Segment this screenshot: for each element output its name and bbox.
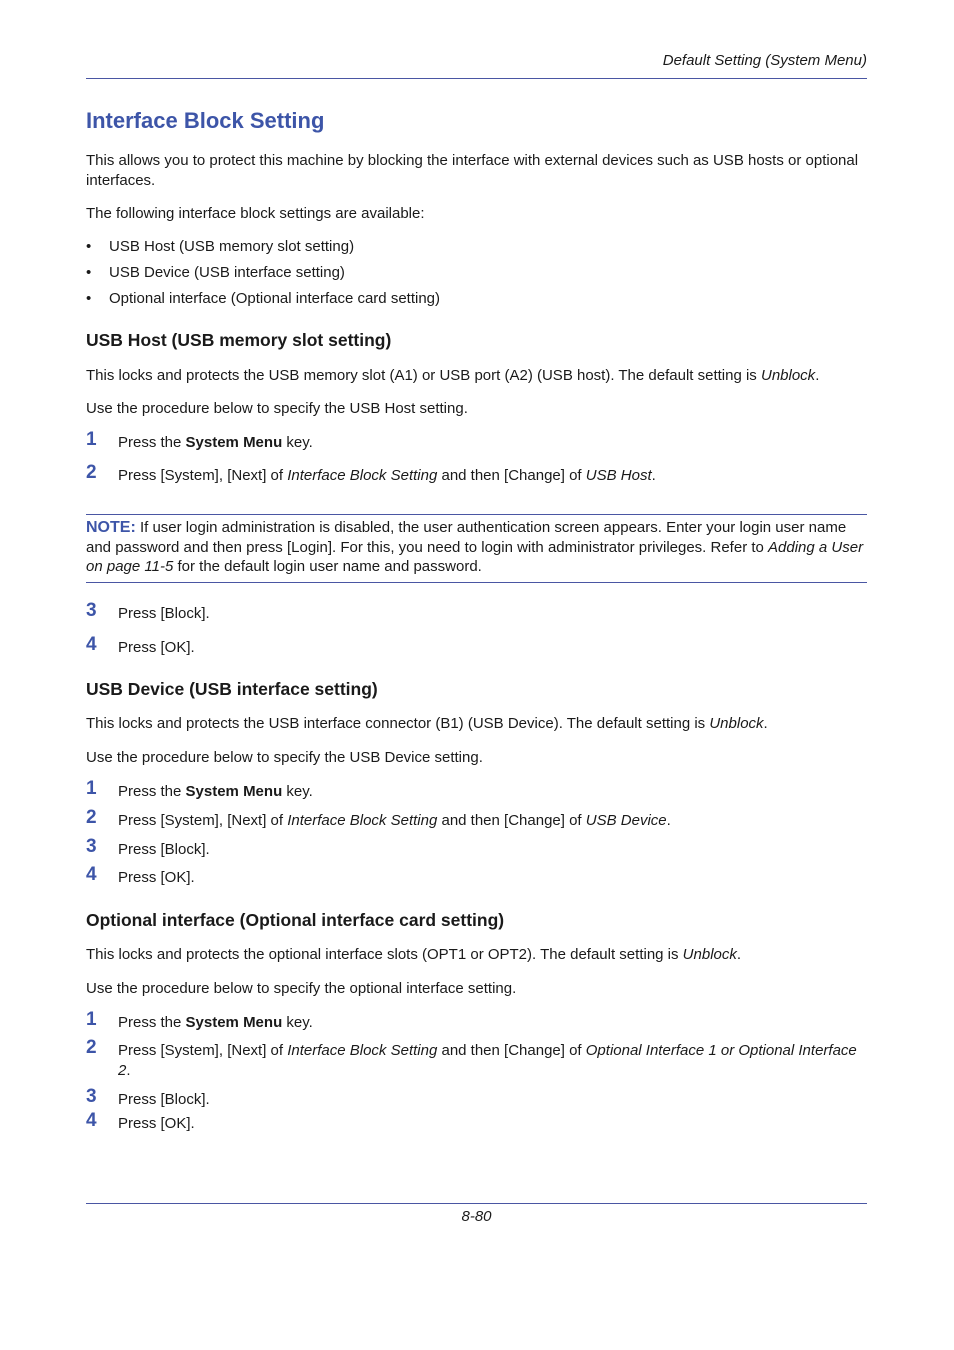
bullet-dot: • [86, 238, 92, 255]
page-title: Interface Block Setting [86, 108, 325, 133]
step-text: Press [OK]. [118, 639, 195, 656]
usb-host-procedure: Use the procedure below to specify the USB Host setting. [86, 400, 468, 417]
note-box: NOTE: If user login administration is disabled, the user authentication screen appears. Enter your login user name and password and then press [Login]. For this, you need to login with administrator privileges. Refer to Adding a User on page 11-5 for the default login user name and password. [86, 519, 864, 575]
step-text: Press the System Menu key. [118, 783, 313, 800]
step-text: Press [System], [Next] of Interface Block Setting and then [Change] of Optional Interface 1 or Optional Interface 2. [118, 1042, 857, 1079]
step-number: 1 [86, 778, 97, 799]
note-bottom-rule [86, 582, 867, 583]
document-page [86, 0, 867, 1350]
footer-rule [86, 1203, 867, 1204]
step-number: 1 [86, 1009, 97, 1030]
step-text: Press [System], [Next] of Interface Block Setting and then [Change] of USB Host. [118, 467, 656, 484]
step-text: Press [Block]. [118, 1091, 210, 1108]
bullet-dot: • [86, 264, 92, 281]
step-number: 3 [86, 1086, 97, 1107]
usb-host-description: This locks and protects the USB memory slot (A1) or USB port (A2) (USB host). The default setting is Unblock. [86, 367, 820, 384]
step-number: 2 [86, 462, 97, 483]
step-number: 3 [86, 836, 97, 857]
usb-device-procedure: Use the procedure below to specify the USB Device setting. [86, 749, 483, 766]
optional-interface-procedure: Use the procedure below to specify the optional interface setting. [86, 980, 517, 997]
step-text: Press [OK]. [118, 1115, 195, 1132]
bullet-text: USB Device (USB interface setting) [109, 264, 345, 281]
usb-host-heading: USB Host (USB memory slot setting) [86, 330, 392, 350]
bullet-text: USB Host (USB memory slot setting) [109, 238, 355, 255]
step-number: 4 [86, 1110, 97, 1131]
bullet-text: Optional interface (Optional interface card setting) [109, 290, 441, 307]
intro-list-lead: The following interface block settings are available: [86, 205, 425, 222]
usb-device-heading: USB Device (USB interface setting) [86, 679, 378, 699]
step-number: 2 [86, 1037, 97, 1058]
intro-paragraph: This allows you to protect this machine by blocking the interface with external devices such as USB hosts or optional interfaces. [86, 152, 859, 189]
optional-interface-description: This locks and protects the optional interface slots (OPT1 or OPT2). The default setting is Unblock. [86, 946, 742, 963]
running-header: Default Setting (System Menu) [662, 52, 867, 69]
step-number: 4 [86, 634, 97, 655]
step-number: 2 [86, 807, 97, 828]
step-text: Press [System], [Next] of Interface Block Setting and then [Change] of USB Device. [118, 812, 671, 829]
step-number: 1 [86, 429, 97, 450]
page-number: 8-80 [461, 1208, 492, 1225]
bullet-dot: • [86, 290, 92, 307]
note-label: NOTE: [86, 519, 136, 536]
step-text: Press [Block]. [118, 841, 210, 858]
usb-device-description: This locks and protects the USB interface connector (B1) (USB Device). The default setting is Unblock. [86, 715, 768, 732]
header-rule [86, 78, 867, 79]
step-text: Press the System Menu key. [118, 434, 313, 451]
step-text: Press [Block]. [118, 605, 210, 622]
optional-interface-heading: Optional interface (Optional interface card setting) [86, 910, 505, 930]
cross-reference-link[interactable]: Adding a User on page 11-5 [86, 538, 864, 575]
step-text: Press [OK]. [118, 869, 195, 886]
note-top-rule [86, 514, 867, 515]
step-number: 4 [86, 864, 97, 885]
step-number: 3 [86, 600, 97, 621]
step-text: Press the System Menu key. [118, 1014, 313, 1031]
